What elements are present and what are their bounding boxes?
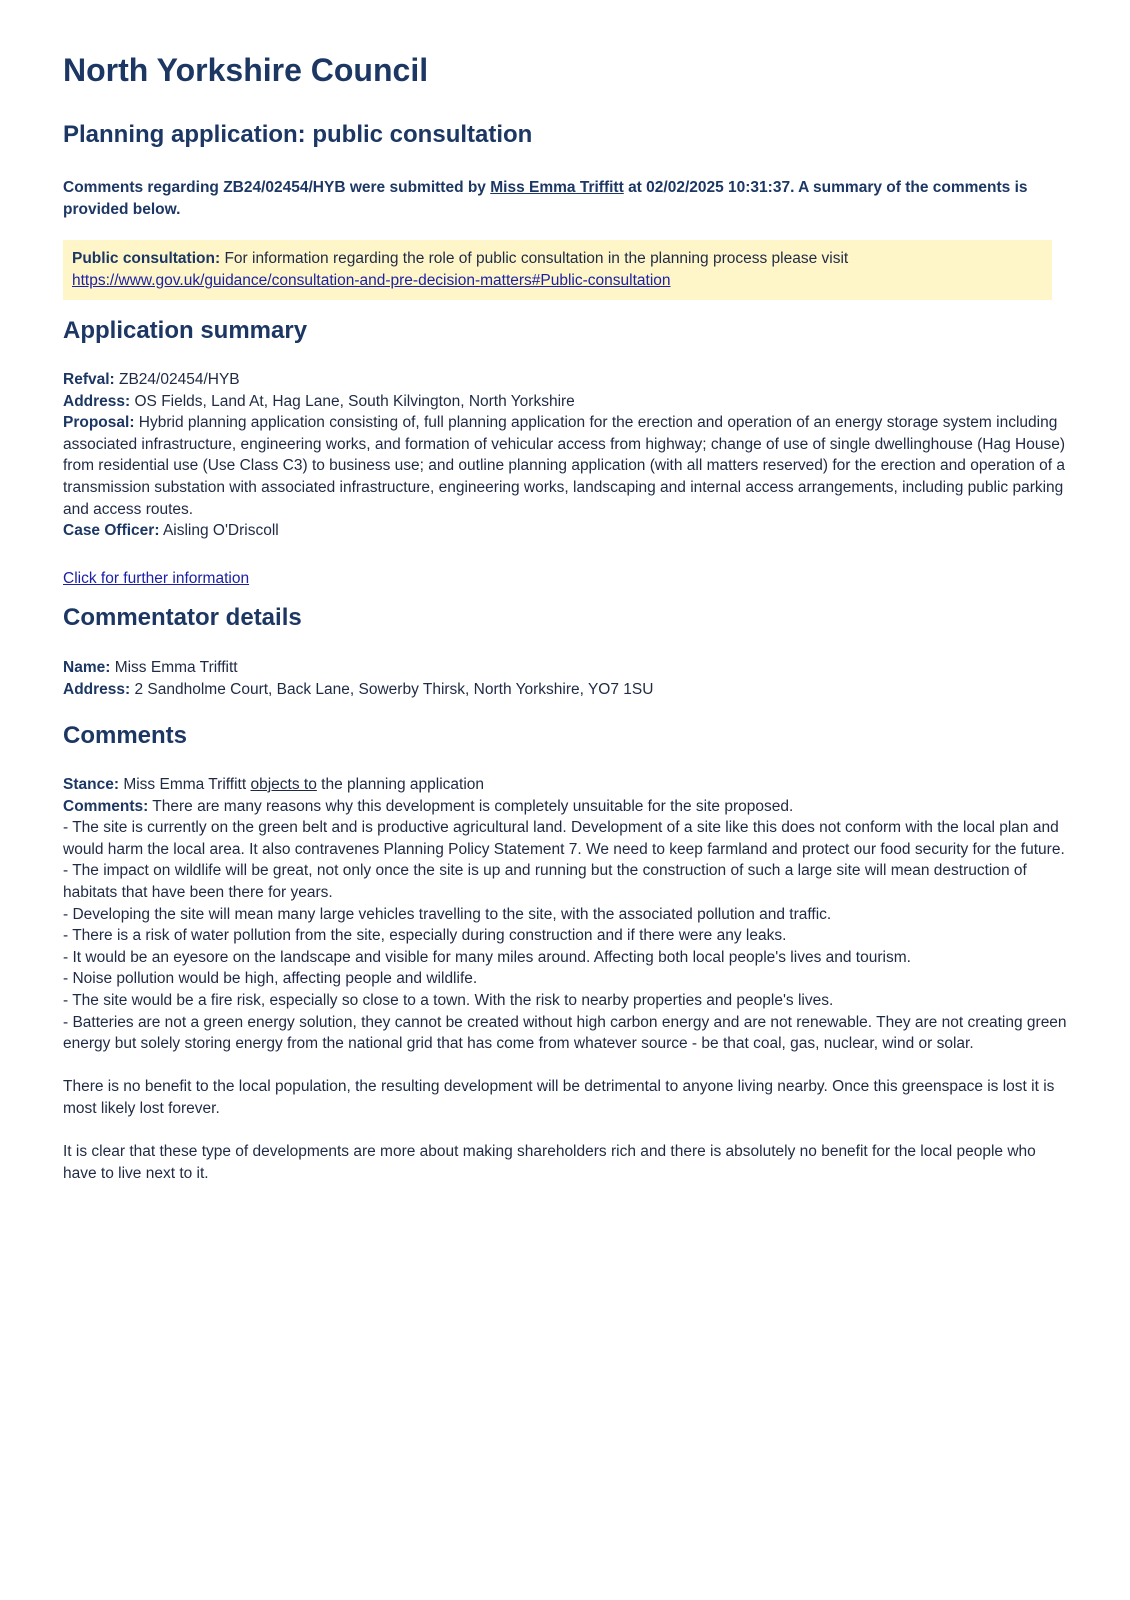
proposal-text: Hybrid planning application consisting of, full planning application for the erection and operation of an energy storage system including associated infrastructure, engineering works, and formation of vehicular access from highway; change of use of single dwellinghouse (Hag House) from residential use (Use Class C3) to business use; and outline planning application (with all matters reserved) for the erection and operation of a transmission substation with associated infrastructure, engineering works, landscaping and internal access arrangements, including public parking and access routes. bbox=[63, 414, 1066, 518]
page-subtitle: Planning application: public consultation bbox=[63, 121, 533, 148]
comment-point: - Batteries are not a green energy solution, they cannot be created without high carbon energy and are not renewable. They are not creating green energy but solely storing energy from the national grid that has come from whatever source - be that coal, gas, nuclear, wind or solar. bbox=[63, 1013, 1067, 1053]
council-title: North Yorkshire Council bbox=[63, 52, 429, 88]
comments-opening-row: Comments: There are many reasons why this development is completely unsuitable for the site proposed. bbox=[63, 797, 794, 815]
comments-heading: Comments bbox=[63, 722, 188, 749]
comment-point: - It would be an eyesore on the landscape and visible for many miles around. Affecting both local people's lives and tourism. bbox=[63, 948, 911, 966]
comments-opening: There are many reasons why this development is completely unsuitable for the site proposed. bbox=[152, 797, 794, 815]
site-address: OS Fields, Land At, Hag Lane, South Kilvington, North Yorkshire bbox=[134, 392, 575, 410]
consultation-guidance-link[interactable]: https://www.gov.uk/guidance/consultation-and-pre-decision-matters#Public-consultation bbox=[72, 272, 671, 289]
commentator-name-row: Name: Miss Emma Triffitt bbox=[63, 659, 238, 676]
further-info-row bbox=[63, 568, 1068, 590]
address-row: Address: OS Fields, Land At, Hag Lane, South Kilvington, North Yorkshire bbox=[63, 392, 575, 410]
stance-verb: objects to bbox=[250, 776, 317, 793]
submission-intro bbox=[63, 177, 1063, 221]
case-officer-row: Case Officer: Aisling O'Driscoll bbox=[63, 522, 279, 540]
commentator-details bbox=[63, 657, 1068, 700]
notice-label: Public consultation: bbox=[72, 250, 221, 267]
comment-point: - There is a risk of water pollution from the site, especially during construction and if there were any leaks. bbox=[63, 927, 787, 945]
comment-point: - Developing the site will mean many large vehicles travelling to the site, with the associated pollution and traffic. bbox=[63, 905, 832, 923]
comment-paragraph: It is clear that these type of developments are more about making shareholders rich and there is absolutely no benefit for the local people who have to live next to it. bbox=[63, 1143, 1036, 1182]
refval-value: ZB24/02454/HYB bbox=[119, 371, 240, 388]
intro-suffix: at 02/02/2025 10:31:37. A summary of the comments is provided below. bbox=[63, 179, 1028, 218]
comment-point: - The site is currently on the green belt and is productive agricultural land. Development of a site like this does not conform with the local plan and would harm the local area. It also contravenes Planning Policy Statement 7. We need to keep farmland and protect our food security for the future. bbox=[63, 819, 1065, 858]
case-officer-name: Aisling O'Driscoll bbox=[162, 522, 279, 540]
notice-text: For information regarding the role of public consultation in the planning process please visit bbox=[224, 250, 849, 267]
submitter-link[interactable]: Miss Emma Triffitt bbox=[490, 179, 624, 196]
comments-section bbox=[63, 774, 1068, 1184]
commentator-address: 2 Sandholme Court, Back Lane, Sowerby Thirsk, North Yorkshire, YO7 1SU bbox=[134, 680, 654, 698]
commentator-name: Miss Emma Triffitt bbox=[114, 659, 238, 676]
intro-prefix: Comments regarding ZB24/02454/HYB were submitted by bbox=[63, 179, 486, 196]
stance-row: Stance: Miss Emma Triffitt objects to the planning application bbox=[63, 776, 485, 793]
comment-paragraph: There is no benefit to the local population, the resulting development will be detrimental to anyone living nearby. Once this greenspace is lost it is most likely lost forever. bbox=[63, 1078, 1055, 1117]
refval-row: Refval: ZB24/02454/HYB bbox=[63, 371, 240, 388]
commentator-details-heading: Commentator details bbox=[63, 604, 302, 631]
comment-point: - The impact on wildlife will be great, not only once the site is up and running but the construction of such a large site will mean destruction of habitats that have been there for years. bbox=[63, 862, 1027, 901]
application-summary bbox=[63, 369, 1068, 542]
commentator-address-row: Address: 2 Sandholme Court, Back Lane, Sowerby Thirsk, North Yorkshire, YO7 1SU bbox=[63, 680, 654, 698]
further-information-link[interactable]: Click for further information bbox=[63, 570, 250, 587]
comment-point: - The site would be a fire risk, especially so close to a town. With the risk to nearby properties and people's lives. bbox=[63, 991, 834, 1009]
public-consultation-notice bbox=[63, 240, 1052, 300]
application-summary-heading: Application summary bbox=[63, 317, 308, 344]
comment-point: - Noise pollution would be high, affecting people and wildlife. bbox=[63, 970, 478, 988]
proposal-row: Proposal: Hybrid planning application consisting of, full planning application for the erection and operation of an energy storage system including associated infrastructure, engineering works, and formation of vehicular access from highway; change of use of single dwellinghouse (Hag House) from residential use (Use Class C3) to business use; and outline planning application (with all matters reserved) for the erection and operation of a transmission substation with associated infrastructure, engineering works, landscaping and internal access arrangements, including public parking and access routes. bbox=[63, 414, 1066, 518]
